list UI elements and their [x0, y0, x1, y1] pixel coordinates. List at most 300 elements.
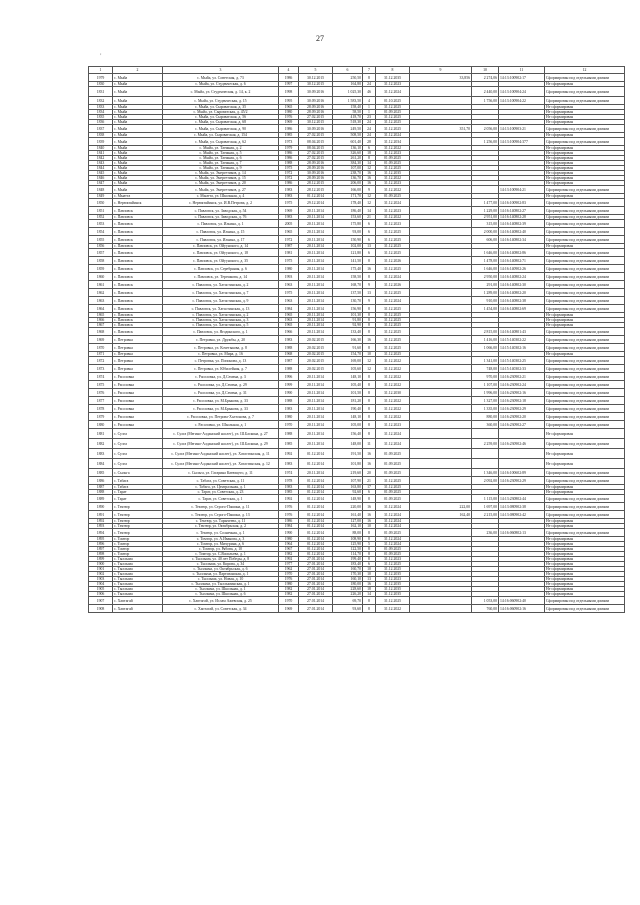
cell-year-built: 1978: [279, 477, 299, 485]
cell-inclusion-date: 30.09.2016: [299, 125, 333, 133]
cell-address: с. Томтор, ул. А.Иванова, д. 3: [163, 537, 279, 542]
cell-settlement: с. Павловск: [113, 297, 163, 305]
cell-land-area: 1 115,00: [472, 495, 499, 503]
cell-inclusion-date: 01.12.2014: [299, 490, 333, 495]
cell-col-9: [410, 529, 472, 537]
cell-cadastral-number: 14:13:100904:22: [499, 97, 545, 105]
cell-inclusion-date: 27.02.2015: [299, 156, 333, 161]
cell-residents: 8: [363, 344, 376, 352]
cell-year-built: 1992: [279, 557, 299, 562]
cell-cadastral-number: 14:16:140802:69: [499, 305, 545, 313]
cell-col-9: 222,00: [410, 503, 472, 511]
cell-col-9: [410, 605, 472, 613]
cell-settlement: с. Томтор: [113, 547, 163, 552]
cell-deadline: 01.09.2025: [376, 156, 410, 161]
cell-residents: 12: [363, 199, 376, 207]
cell-deadline: 31.12.2023: [376, 220, 410, 228]
cell-deadline: 31.12.2023: [376, 577, 410, 582]
table-row: [89, 344, 625, 352]
cell-col-9: 162,40: [410, 511, 472, 519]
cell-row-number: 1908: [89, 605, 113, 613]
cell-settlement: с. Табага: [113, 477, 163, 485]
cell-area: 58,50: [333, 110, 363, 115]
cell-deadline: 31.12.2022: [376, 397, 410, 405]
cell-settlement: с. Петровка: [113, 344, 163, 352]
cell-inclusion-date: 01.12.2014: [299, 449, 333, 459]
cell-land-status: Сформирован под отдельными домами: [545, 138, 625, 146]
cell-deadline: 31.12.2022: [376, 215, 410, 220]
cell-year-built: 1983: [279, 194, 299, 199]
cell-settlement: с. Хаптагай: [113, 605, 163, 613]
cell-residents: 8: [363, 405, 376, 413]
cell-address: с. Мыйа, ул. Сыроватская, д. 56: [163, 115, 279, 120]
cell-settlement: с. Павловск: [113, 273, 163, 281]
cell-land-area: 236,00: [472, 529, 499, 537]
cell-land-status: Не сформирован: [545, 577, 625, 582]
cell-area: 178,40: [333, 199, 363, 207]
cell-address: с. Сулга (Мегино-Алданский наслег), ул. Хатастинская, д. 12: [163, 459, 279, 469]
cell-residents: 6: [363, 220, 376, 228]
cell-deadline: 31.12.2024: [376, 439, 410, 449]
cell-inclusion-date: 20.11.2014: [299, 244, 333, 249]
cell-address: с. Петровка, ул. Юбилейная, д. 7: [163, 365, 279, 373]
cell-land-status: Не сформирован: [545, 146, 625, 151]
cell-address: с. Мыйа, ул. Сыроватская, д. 45/2: [163, 110, 279, 115]
cell-residents: 8: [363, 318, 376, 323]
cell-inclusion-date: 27.02.2015: [299, 115, 333, 120]
cell-settlement: с. Павловск: [113, 305, 163, 313]
cell-year-built: 1995: [279, 97, 299, 105]
header-cadastral-number: 11: [499, 67, 545, 74]
cell-land-status: Не сформирован: [545, 120, 625, 125]
cell-row-number: 1863: [89, 297, 113, 305]
cell-row-number: 1877: [89, 397, 113, 405]
cell-address: с. Павловск, ул. Ильина, д. 15: [163, 228, 279, 236]
cell-cadastral-number: 14:16:230902:29: [499, 405, 545, 413]
cell-row-number: 1887: [89, 485, 113, 490]
cell-deadline: 31.12.2024: [376, 297, 410, 305]
cell-row-number: 1870: [89, 344, 113, 352]
cell-residents: 8: [363, 605, 376, 613]
cell-residents: 1: [363, 105, 376, 110]
cell-deadline: 31.12.2035: [376, 582, 410, 587]
cell-inclusion-date: 01.12.2014: [299, 524, 333, 529]
cell-residents: 8: [363, 328, 376, 336]
cell-settlement: с. Расоловка: [113, 373, 163, 381]
cell-residents: 4: [363, 97, 376, 105]
cell-land-status: Сформирован под отдельными домами: [545, 186, 625, 194]
cell-settlement: с. Мыйа: [113, 171, 163, 176]
cell-land-status: Сформирован под отдельными домами: [545, 273, 625, 281]
cell-area: 101,50: [333, 389, 363, 397]
cell-settlement: с. Петровка: [113, 336, 163, 344]
cell-residents: 6: [363, 490, 376, 495]
cell-row-number: 1843: [89, 161, 113, 166]
cell-land-status: Сформирован под отдельными домами: [545, 389, 625, 397]
cell-settlement: с. Мыйа: [113, 87, 163, 97]
cell-cadastral-number: 14:16:230902:29: [499, 477, 545, 485]
cell-deadline: 31.12.2025: [376, 313, 410, 318]
cell-land-status: Сформирован под отдельными домами: [545, 236, 625, 244]
cell-land-status: Не сформирован: [545, 552, 625, 557]
cell-row-number: 1873: [89, 365, 113, 373]
cell-year-built: 1988: [279, 365, 299, 373]
header-year-built: 4: [279, 67, 299, 74]
cell-year-built: 1988: [279, 161, 299, 166]
cell-deadline: 31.12.2025: [376, 166, 410, 171]
cell-deadline: 31.12.2022: [376, 405, 410, 413]
cell-year-built: 1966: [279, 328, 299, 336]
cell-area: 91,80: [333, 318, 363, 323]
cell-settlement: с. Расоловка: [113, 381, 163, 389]
cell-residents: 8: [363, 156, 376, 161]
cell-land-status: Сформирован под отдельными домами: [545, 328, 625, 336]
cell-address: с. Расоловка, ул. М.Брыкова, д. 33: [163, 405, 279, 413]
cell-land-status: Сформирован под отдельными домами: [545, 336, 625, 344]
cell-land-status: Сформирован под отдельными домами: [545, 199, 625, 207]
cell-deadline: 31.12.2025: [376, 344, 410, 352]
cell-row-number: 1835: [89, 115, 113, 120]
cell-land-status: Сформирован под отдельными домами: [545, 511, 625, 519]
cell-year-built: 1986: [279, 151, 299, 156]
cell-inclusion-date: 01.12.2014: [299, 194, 333, 199]
cell-settlement: с. Тектюр: [113, 511, 163, 519]
cell-inclusion-date: 20.02.2015: [299, 357, 333, 365]
cell-residents: 8: [363, 257, 376, 265]
cell-settlement: с. Павловск: [113, 249, 163, 257]
cell-residents: 10: [363, 567, 376, 572]
cell-settlement: с. Тыллыма: [113, 557, 163, 562]
cell-deadline: 01.09.2025: [376, 547, 410, 552]
cell-land-status: Не сформирован: [545, 110, 625, 115]
cell-inclusion-date: 20.02.2015: [299, 336, 333, 344]
cell-area: 183,40: [333, 562, 363, 567]
cell-inclusion-date: 20.11.2014: [299, 429, 333, 439]
cell-address: с. Сулга (Мегино-Алданский наслег), ул. Хатастинская, д. 11: [163, 449, 279, 459]
cell-address: с. Тыллыма, ул. Кирова, д. 34: [163, 562, 279, 567]
cell-residents: 9: [363, 186, 376, 194]
cell-address: с. Сулга (Мегино-Алданский наслег), ул. Ш.Баскина, д. 27: [163, 429, 279, 439]
cell-area: 105,40: [333, 381, 363, 389]
cell-col-9: [410, 405, 472, 413]
cell-land-area: 880,00: [472, 413, 499, 421]
table-row: [89, 529, 625, 537]
cell-row-number: 1891: [89, 511, 113, 519]
cell-cadastral-number: 14:16:140802:39: [499, 220, 545, 228]
cell-inclusion-date: 01.12.2014: [299, 519, 333, 524]
cell-area: 199,40: [333, 557, 363, 562]
cell-residents: 21: [363, 215, 376, 220]
table-row: [89, 511, 625, 519]
cell-residents: 13: [363, 577, 376, 582]
table-row: [89, 257, 625, 265]
cell-residents: 16: [363, 176, 376, 181]
cell-inclusion-date: 20.11.2014: [299, 389, 333, 397]
cell-inclusion-date: 27.01.2014: [299, 567, 333, 572]
cell-deadline: 31.12.2024: [376, 511, 410, 519]
header-address: 3: [163, 67, 279, 74]
cell-area: 181,20: [333, 397, 363, 405]
cell-deadline: 31.12.2023: [376, 207, 410, 215]
cell-inclusion-date: 27.01.2014: [299, 577, 333, 582]
cell-land-status: Не сформирован: [545, 313, 625, 318]
cell-land-status: Сформирован под отдельными домами: [545, 397, 625, 405]
cell-inclusion-date: 27.01.2014: [299, 572, 333, 577]
cell-row-number: 1896: [89, 542, 113, 547]
cell-land-area: 1 416,00: [472, 336, 499, 344]
cell-row-number: 1892: [89, 519, 113, 524]
cell-cadastral-number: 14:16:230902:24: [499, 381, 545, 389]
cell-land-status: Не сформирован: [545, 537, 625, 542]
cell-land-area: 291,00: [472, 281, 499, 289]
cell-address: с. Павловск, ул. Ойуунского, д. 18: [163, 249, 279, 257]
cell-year-built: 1979: [279, 146, 299, 151]
header-area: 6: [333, 67, 363, 74]
cell-col-9: [410, 186, 472, 194]
cell-cadastral-number: 14:13:100904:21: [499, 186, 545, 194]
cell-col-9: [410, 357, 472, 365]
table-row: [89, 503, 625, 511]
cell-col-9: [410, 336, 472, 344]
cell-area: 171,70: [333, 194, 363, 199]
cell-year-built: 1987: [279, 357, 299, 365]
cell-col-9: [410, 199, 472, 207]
cell-inclusion-date: 20.11.2014: [299, 281, 333, 289]
cell-cadastral-number: 14:16:140802:24: [499, 273, 545, 281]
cell-col-9: [410, 273, 472, 281]
cell-land-status: Сформирован под отдельными домами: [545, 249, 625, 257]
cell-settlement: с. Тарат: [113, 490, 163, 495]
cell-deadline: 01.09.2025: [376, 110, 410, 115]
cell-inclusion-date: 20.02.2015: [299, 365, 333, 373]
cell-year-built: 1986: [279, 125, 299, 133]
table-row: [89, 597, 625, 605]
cell-row-number: 1865: [89, 313, 113, 318]
cell-cadastral-number: 14:16:140801:43: [499, 328, 545, 336]
cell-land-area: [472, 186, 499, 194]
header-land-status: 12: [545, 67, 625, 74]
cell-settlement: с. Мыйа: [113, 166, 163, 171]
cell-deadline: 31.12.2024: [376, 542, 410, 547]
cell-year-built: 1986: [279, 181, 299, 186]
cell-area: 150,90: [333, 236, 363, 244]
cell-area: 163,80: [333, 485, 363, 490]
cell-row-number: 1869: [89, 336, 113, 344]
cell-row-number: 1893: [89, 524, 113, 529]
cell-settlement: с. Табага: [113, 485, 163, 490]
cell-deadline: 01.09.2025: [376, 490, 410, 495]
cell-address: с. Мыйа, ул. Сыроватская, д. 35: [163, 105, 279, 110]
cell-inclusion-date: 20.11.2014: [299, 297, 333, 305]
cell-land-status: Не сформирован: [545, 181, 625, 186]
cell-row-number: 1845: [89, 171, 113, 176]
cell-address: с. Мыйа, ул. Студенческая, д. 6: [163, 82, 279, 87]
cell-settlement: с. Павловск: [113, 244, 163, 249]
cell-residents: 6: [363, 236, 376, 244]
cell-residents: 16: [363, 449, 376, 459]
cell-area: 133,40: [333, 328, 363, 336]
cell-col-9: [410, 597, 472, 605]
cell-inclusion-date: 01.12.2014: [299, 503, 333, 511]
cell-deadline: 31.12.2034: [376, 138, 410, 146]
cell-row-number: 1885: [89, 469, 113, 477]
cell-row-number: 1879: [89, 413, 113, 421]
cell-settlement: с. Сыльга: [113, 469, 163, 477]
table-row: [89, 186, 625, 194]
cell-land-area: 2 092,00: [472, 477, 499, 485]
cell-settlement: с. Мыйа: [113, 105, 163, 110]
cell-address: с. Расоловка, ул. Школьная, д. 1: [163, 421, 279, 429]
cell-land-status: Не сформирован: [545, 166, 625, 171]
cell-col-9: 351,70: [410, 125, 472, 133]
cell-area: 384,30: [333, 161, 363, 166]
cell-year-built: 1982: [279, 587, 299, 592]
cell-settlement: с. Сулга: [113, 429, 163, 439]
cell-row-number: 1858: [89, 257, 113, 265]
cell-row-number: 1860: [89, 273, 113, 281]
table-row: [89, 265, 625, 273]
cell-year-built: 1999: [279, 381, 299, 389]
cell-cadastral-number: 14:16:230902:27: [499, 421, 545, 429]
cell-land-status: Сформирован под отдельными домами: [545, 413, 625, 421]
cell-residents: 18: [363, 587, 376, 592]
cell-residents: 18: [363, 151, 376, 156]
cell-row-number: 1878: [89, 405, 113, 413]
cell-year-built: 1983: [279, 459, 299, 469]
cell-address: с. Павловск, ул. Хатастинская, д. 7: [163, 289, 279, 297]
cell-cadastral-number: 14:15:140302:16: [499, 344, 545, 352]
cell-year-built: 1983: [279, 405, 299, 413]
cell-land-status: Сформирован под отдельными домами: [545, 529, 625, 537]
cell-address: с. Павловск, ул. Терешкова, д. 14: [163, 273, 279, 281]
cell-inclusion-date: 27.01.2014: [299, 597, 333, 605]
cell-col-9: [410, 328, 472, 336]
cell-land-status: Сформирован под отдельными домами: [545, 597, 625, 605]
cell-inclusion-date: 01.12.2014: [299, 495, 333, 503]
cell-residents: 24: [363, 82, 376, 87]
cell-year-built: 1970: [279, 572, 299, 577]
table-row: [89, 459, 625, 469]
cell-inclusion-date: 20.11.2014: [299, 265, 333, 273]
cell-area: 154,70: [333, 352, 363, 357]
cell-year-built: 1993: [279, 273, 299, 281]
cell-residents: 16: [363, 459, 376, 469]
cell-area: 107,00: [333, 166, 363, 171]
cell-year-built: 1981: [279, 249, 299, 257]
cell-address: с. Мыйа, ул. Сыроватская, д. 68: [163, 120, 279, 125]
cell-col-9: [410, 236, 472, 244]
cell-settlement: с. Павловск: [113, 318, 163, 323]
cell-settlement: с. Павловск: [113, 257, 163, 265]
cell-land-status: Не сформирован: [545, 572, 625, 577]
cell-deadline: 31.12.2035: [376, 74, 410, 82]
cell-year-built: 1980: [279, 265, 299, 273]
header-land-area: 10: [472, 67, 499, 74]
cell-inclusion-date: 30.12.2015: [299, 120, 333, 125]
table-row: [89, 413, 625, 421]
cell-cadastral-number: 14:16:100602:89: [499, 469, 545, 477]
cell-area: 158,50: [333, 273, 363, 281]
cell-inclusion-date: 30.12.2015: [299, 82, 333, 87]
cell-area: 105,60: [333, 365, 363, 373]
cell-col-9: [410, 249, 472, 257]
cell-row-number: 1849: [89, 194, 113, 199]
cell-land-status: Сформирован под отдельными домами: [545, 357, 625, 365]
cell-year-built: 1968: [279, 352, 299, 357]
cell-settlement: с. Тыллыма: [113, 572, 163, 577]
header-col-9: 9: [410, 67, 472, 74]
cell-inclusion-date: 28.09.2016: [299, 166, 333, 171]
cell-area: 226,20: [333, 592, 363, 597]
cell-land-status: Не сформирован: [545, 105, 625, 110]
cell-area: 1 025,30: [333, 87, 363, 97]
cell-settlement: с. Тыллыма: [113, 592, 163, 597]
cell-deadline: 31.12.2024: [376, 87, 410, 97]
cell-land-status: Сформирован под отдельными домами: [545, 405, 625, 413]
cell-area: 238,70: [333, 171, 363, 176]
header-residents: 7: [363, 67, 376, 74]
cell-residents: 8: [363, 74, 376, 82]
cell-deadline: 01.09.2025: [376, 469, 410, 477]
cell-land-status: Сформирован под отдельными домами: [545, 344, 625, 352]
cell-land-area: 1 107,00: [472, 381, 499, 389]
cell-cadastral-number: 14:16:230902:18: [499, 397, 545, 405]
cell-land-area: 970,00: [472, 373, 499, 381]
cell-col-9: [410, 439, 472, 449]
cell-residents: 16: [363, 336, 376, 344]
cell-deadline: 31.12.2023: [376, 151, 410, 156]
cell-col-9: [410, 397, 472, 405]
cell-area: 164,80: [333, 82, 363, 87]
table-header-row: [89, 67, 625, 74]
cell-deadline: 31.12.2023: [376, 82, 410, 87]
cell-col-9: [410, 477, 472, 485]
cell-area: 156,90: [333, 305, 363, 313]
cell-settlement: с. Мыйа: [113, 151, 163, 156]
cell-col-9: [410, 220, 472, 228]
cell-address: с. Расоловка, ул. Д.Семена, д. 31: [163, 389, 279, 397]
cell-deadline: 31.12.2024: [376, 133, 410, 138]
cell-area: 186,40: [333, 207, 363, 215]
cell-residents: 8: [363, 273, 376, 281]
cell-land-area: 1 646,00: [472, 265, 499, 273]
cell-address: с. Нерюктяйинск, ул. И.В.Петрова, д. 2: [163, 199, 279, 207]
cell-inclusion-date: 20.11.2014: [299, 439, 333, 449]
cell-row-number: 1847: [89, 181, 113, 186]
cell-inclusion-date: 20.11.2014: [299, 305, 333, 313]
cell-year-built: 1988: [279, 397, 299, 405]
cell-row-number: 1898: [89, 552, 113, 557]
cell-address: с. Мыйа, ул. Энергетиков, д. 27: [163, 186, 279, 194]
cell-address: с. Табага, ул. Советская, д. 11: [163, 477, 279, 485]
cell-cadastral-number: 14:16:140802:28: [499, 215, 545, 220]
cell-col-9: [410, 429, 472, 439]
cell-inclusion-date: 20.11.2014: [299, 381, 333, 389]
cell-land-area: 2 274,06: [472, 74, 499, 82]
cell-residents: 16: [363, 582, 376, 587]
cell-row-number: 1904: [89, 582, 113, 587]
cell-row-number: 1903: [89, 577, 113, 582]
cell-address: с. Тыллыма, ул. Школьная, д. 1: [163, 587, 279, 592]
cell-area: 160,10: [333, 577, 363, 582]
cell-deadline: 31.12.2024: [376, 273, 410, 281]
cell-area: 136,70: [333, 176, 363, 181]
cell-settlement: с. Тыллыма: [113, 567, 163, 572]
table-row: [89, 328, 625, 336]
cell-residents: 6: [363, 562, 376, 567]
cell-land-status: Не сформирован: [545, 582, 625, 587]
cell-year-built: 1986: [279, 156, 299, 161]
